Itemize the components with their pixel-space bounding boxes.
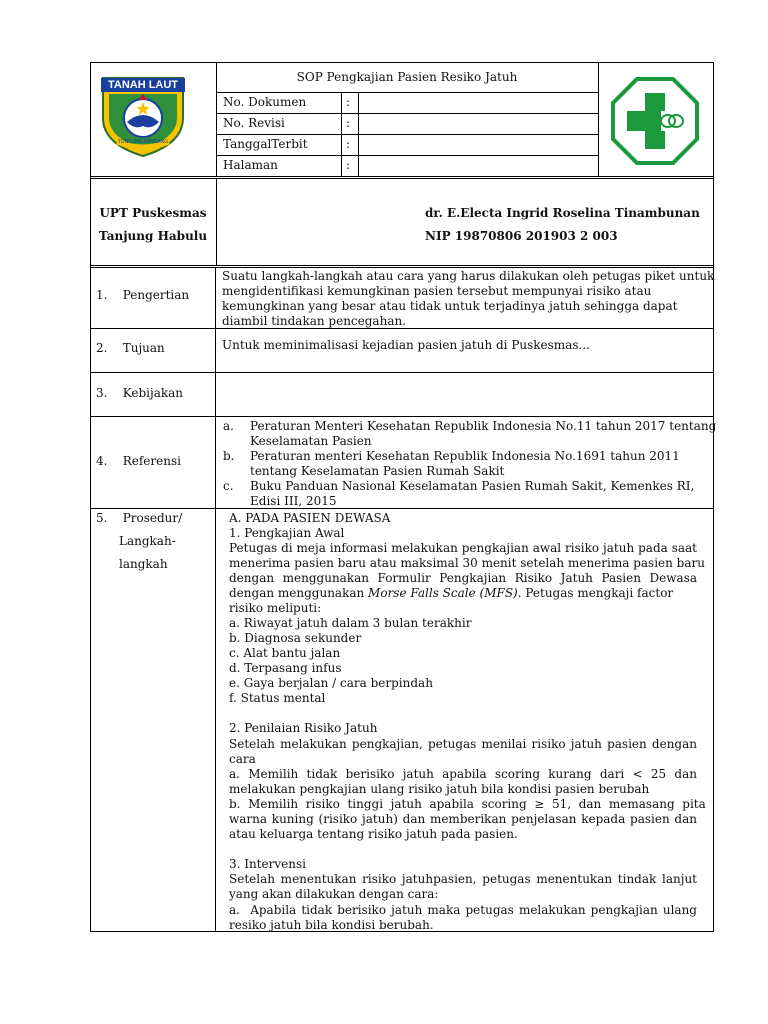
referensi-line: Edisi III, 2015 [250, 494, 337, 508]
risk-factor-item: c. Alat bantu jalan [229, 646, 341, 660]
step-title: 1. Pengkajian Awal [229, 526, 345, 540]
meta-label-halaman: Halaman [223, 158, 278, 172]
prosedur-heading: A. PADA PASIEN DEWASA [229, 511, 391, 525]
meta-colon: : [346, 137, 351, 151]
prosedur-text: . Petugas mengkaji factor [517, 586, 674, 600]
referensi-marker: b. [223, 449, 235, 463]
pengertian-line: diambil tindakan pencegahan. [222, 314, 407, 328]
meta-row-line [216, 113, 598, 114]
organization-name: UPT Puskesmas [99, 206, 207, 220]
step-title: 2. Penilaian Risiko Jatuh [229, 721, 378, 735]
row-line-double [90, 267, 714, 268]
header-divider-right [598, 62, 599, 176]
pengertian-line: kemungkinan yang besar atau tidak untuk terjadinya jatuh sehingga dapat [222, 299, 678, 313]
organization-location: Tanjung Habulu [98, 229, 208, 243]
section-label-tujuan: 2. Tujuan [96, 341, 165, 355]
table-border-right [713, 62, 714, 932]
pengertian-line: mengidentifikasi kemungkinan pasien tersebut mempunyai risiko atau [222, 284, 652, 298]
meta-colon: : [346, 158, 351, 172]
prosedur-line: cara [229, 752, 256, 766]
section-label-referensi: 4. Referensi [96, 454, 181, 468]
emblem-top-text: TANAH LAUT [101, 78, 185, 92]
row-line [90, 508, 714, 509]
body-column-divider [215, 267, 216, 932]
prosedur-text: dengan menggunakan [229, 586, 369, 600]
prosedur-line: a. Memilih tidak berisiko jatuh apabila scoring kurang dari < 25 dan [229, 767, 697, 781]
pengertian-line: Suatu langkah-langkah atau cara yang harus dilakukan oleh petugas piket untuk [222, 269, 715, 283]
risk-factor-item: f. Status mental [229, 691, 326, 705]
step-title: 3. Intervensi [229, 857, 306, 871]
emblem-ribbon-text: TUNTUNG PANDANG [117, 139, 169, 145]
risk-factor-item: d. Terpasang infus [229, 661, 342, 675]
authority-divider [216, 178, 217, 266]
section-label-prosedur: langkah [119, 557, 168, 571]
puskesmas-logo [611, 77, 699, 165]
header-bottom-line-double [90, 178, 714, 179]
meta-colon: : [346, 116, 351, 130]
referensi-line: Buku Panduan Nasional Keselamatan Pasien Rumah Sakit, Kemenkes RI, [250, 479, 695, 493]
referensi-marker: c. [223, 479, 234, 493]
section-label-prosedur: 5. Prosedur/ [96, 511, 183, 525]
prosedur-line: Setelah menentukan risiko jatuhpasien, petugas menentukan tindak lanjut [229, 872, 697, 886]
table-border-top [90, 62, 714, 63]
prosedur-line: resiko jatuh bila kondisi berubah. [229, 918, 434, 932]
mfs-term: Morse Falls Scale (MFS) [368, 586, 518, 600]
meta-row-line [216, 134, 598, 135]
risk-factor-item: e. Gaya berjalan / cara berpindah [229, 676, 433, 690]
section-label-kebijakan: 3. Kebijakan [96, 386, 183, 400]
referensi-line: Keselamatan Pasien [250, 434, 372, 448]
row-line [90, 372, 714, 373]
prosedur-line: risiko meliputi: [229, 601, 322, 615]
risk-factor-item: a. Riwayat jatuh dalam 3 bulan terakhir [229, 616, 472, 630]
document-title: SOP Pengkajian Pasien Resiko Jatuh [296, 70, 518, 84]
tanah-laut-emblem [95, 72, 191, 160]
section-label-prosedur: Langkah- [119, 534, 176, 548]
signer-name: dr. E.Electa Ingrid Roselina Tinambunan [425, 206, 700, 220]
meta-colon: : [346, 95, 351, 109]
tujuan-text: Untuk meminimalisasi kejadian pasien jatuh di Puskesmas... [222, 338, 590, 352]
prosedur-line: yang akan dilakukan dengan cara: [229, 887, 439, 901]
header-bottom-line [90, 176, 714, 177]
meta-label-no-revisi: No. Revisi [223, 116, 285, 130]
section-label-pengertian: 1. Pengertian [96, 288, 190, 302]
referensi-line: tentang Keselamatan Pasien Rumah Sakit [250, 464, 505, 478]
prosedur-line: melakukan pengkajian ulang risiko jatuh bila kondisi pasien berubah [229, 782, 650, 796]
prosedur-line: b. Memilih risiko tinggi jatuh apabila scoring ≥ 51, dan memasang pita [229, 797, 706, 811]
meta-label-no-dokumen: No. Dokumen [223, 95, 307, 109]
table-border-left [90, 62, 91, 932]
prosedur-line: menerima pasien baru atau maksimal 30 menit setelah menerima pasien baru [229, 556, 705, 570]
signer-nip: NIP 19870806 201903 2 003 [425, 229, 618, 243]
referensi-line: Peraturan Menteri Kesehatan Republik Indonesia No.11 tahun 2017 tentang [250, 419, 717, 433]
referensi-marker: a. [223, 419, 234, 433]
prosedur-line-mfs [229, 586, 697, 601]
prosedur-line: a. Apabila tidak berisiko jatuh maka petugas melakukan pengkajian ulang [229, 903, 697, 917]
referensi-line: Peraturan menteri Kesehatan Republik Indonesia No.1691 tahun 2011 [250, 449, 680, 463]
prosedur-line: Petugas di meja informasi melakukan pengkajian awal risiko jatuh pada saat [229, 541, 697, 555]
row-line [90, 265, 714, 266]
risk-factor-item: b. Diagnosa sekunder [229, 631, 362, 645]
prosedur-line: Setelah melakukan pengkajian, petugas menilai risiko jatuh pasien dengan [229, 737, 697, 751]
meta-label-tanggal-terbit: TanggalTerbit [223, 137, 308, 151]
row-line [90, 416, 714, 417]
prosedur-line: atau keluarga tentang risiko jatuh pada pasien. [229, 827, 518, 841]
meta-row-line [216, 155, 598, 156]
meta-row-line [216, 92, 598, 93]
prosedur-line: dengan menggunakan Formulir Pengkajian Risiko Jatuh Pasien Dewasa [229, 571, 697, 585]
prosedur-line: warna kuning (risiko jatuh) dan memberikan penjelasan kepada pasien dan [229, 812, 697, 826]
